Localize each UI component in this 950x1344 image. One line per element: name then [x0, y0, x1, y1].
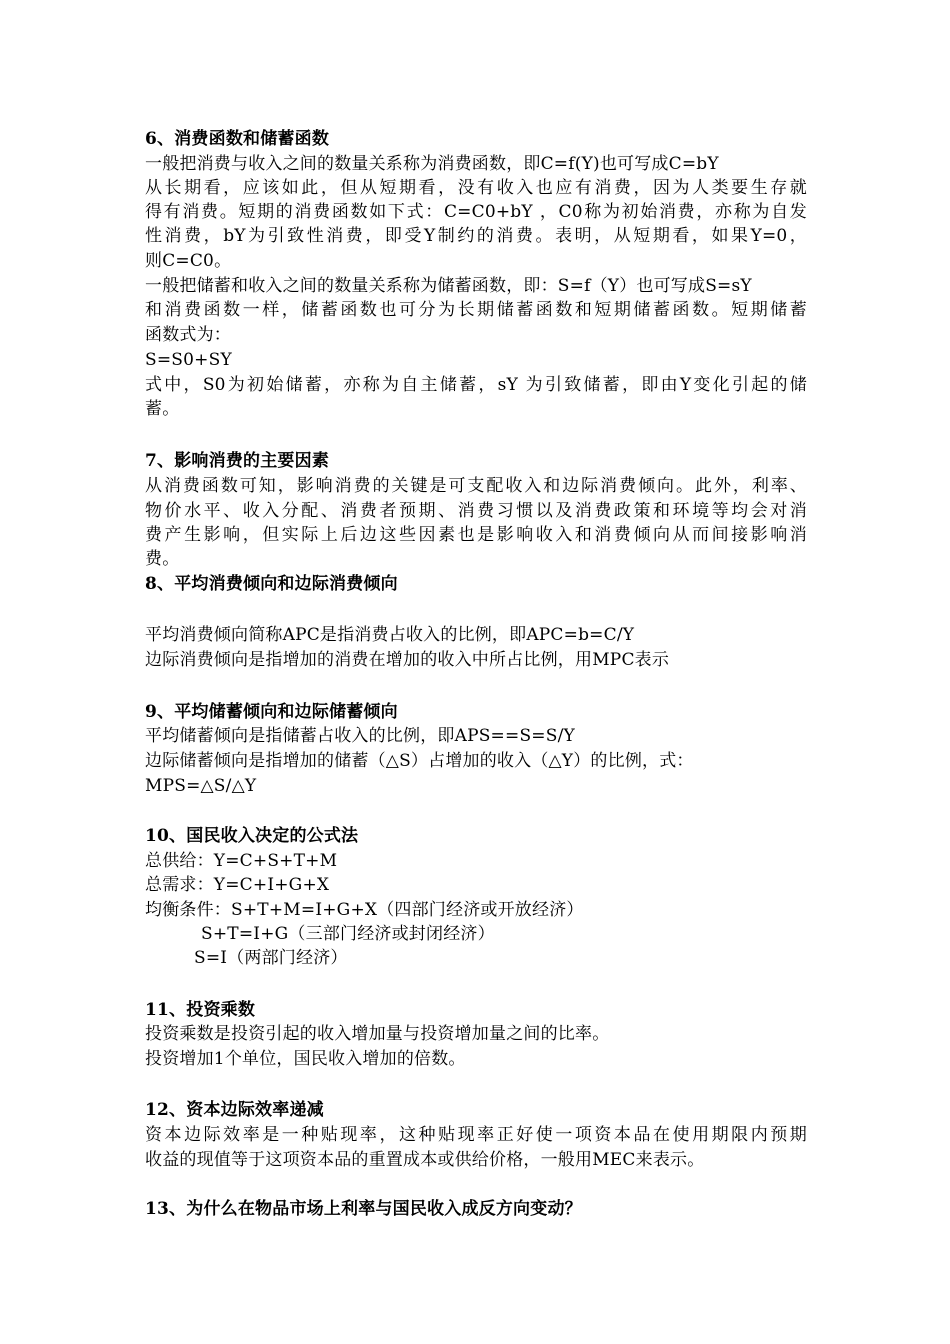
- section-12-line: 资本边际效率是一种贴现率，这种贴现率正好使一项资本品在使用期限内预期: [145, 1125, 807, 1145]
- section-7-heading: 7、影响消费的主要因素: [145, 451, 330, 471]
- section-11-heading: 11、投资乘数: [145, 1000, 256, 1020]
- section-6-line: 从长期看，应该如此，但从短期看，没有收入也应有消费，因为人类要生存就: [145, 178, 807, 198]
- section-6-line: 得有消费。短期的消费函数如下式：C=C0+bY ，C0称为初始消费，亦称为自发: [145, 202, 807, 222]
- section-7-line: 从消费函数可知，影响消费的关键是可支配收入和边际消费倾向。此外，利率、: [145, 476, 807, 496]
- section-10-line: 总供给：Y=C+S+T+M: [145, 851, 338, 871]
- section-6-heading: 6、消费函数和储蓄函数: [145, 129, 330, 149]
- section-12-line: 收益的现值等于这项资本品的重置成本或供给价格，一般用MEC来表示。: [145, 1150, 705, 1170]
- section-7-line: 费产生影响，但实际上后边这些因素也是影响收入和消费倾向从而间接影响消: [145, 525, 807, 545]
- section-10-line: S+T=I+G（三部门经济或封闭经济）: [201, 924, 495, 944]
- section-9-line: 边际储蓄倾向是指增加的储蓄（△S）占增加的收入（△Y）的比例，式：: [145, 751, 694, 771]
- section-10-line: 总需求：Y=C+I+G+X: [145, 875, 330, 895]
- section-6-line: 和消费函数一样，储蓄函数也可分为长期储蓄函数和短期储蓄函数。短期储蓄: [145, 300, 807, 320]
- section-8-line: 平均消费倾向简称APC是指消费占收入的比例，即APC=b=C/Y: [145, 625, 635, 645]
- section-12-heading: 12、资本边际效率递减: [145, 1100, 324, 1120]
- section-6-line: 蓄。: [145, 399, 180, 419]
- section-6-line: 则C=C0。: [145, 251, 232, 271]
- section-11-line: 投资乘数是投资引起的收入增加量与投资增加量之间的比率。: [145, 1024, 610, 1044]
- section-6-line: 一般把储蓄和收入之间的数量关系称为储蓄函数，即：S=f（Y）也可写成S=sY: [145, 276, 752, 296]
- section-10-line: 均衡条件：S+T+M=I+G+X（四部门经济或开放经济）: [145, 900, 584, 920]
- section-10-line: S=I（两部门经济）: [194, 948, 348, 968]
- section-6-line: 一般把消费与收入之间的数量关系称为消费函数，即C=f(Y)也可写成C=bY: [145, 154, 719, 174]
- section-6-formula: S=S0+SY: [145, 350, 232, 370]
- section-6-line: 式中，S0为初始储蓄，亦称为自主储蓄，sY 为引致储蓄，即由Y变化引起的储: [145, 375, 807, 395]
- section-9-line: 平均储蓄倾向是指储蓄占收入的比例，即APS==S=S/Y: [145, 726, 575, 746]
- section-8-line: 边际消费倾向是指增加的消费在增加的收入中所占比例，用MPC表示: [145, 650, 670, 670]
- section-6-line: 函数式为：: [145, 325, 231, 345]
- section-6-line: 性消费，bY为引致性消费，即受Y制约的消费。表明，从短期看，如果Y=0，: [145, 226, 807, 246]
- section-9-heading: 9、平均储蓄倾向和边际储蓄倾向: [145, 702, 398, 722]
- section-8-heading: 8、平均消费倾向和边际消费倾向: [145, 574, 398, 594]
- section-7-line: 费。: [145, 549, 180, 569]
- section-13-heading: 13、为什么在物品市场上利率与国民收入成反方向变动？: [145, 1199, 582, 1219]
- section-7-line: 物价水平、收入分配、消费者预期、消费习惯以及消费政策和环境等均会对消: [145, 501, 807, 521]
- section-11-line: 投资增加1个单位，国民收入增加的倍数。: [145, 1049, 466, 1069]
- section-9-formula: MPS=△S/△Y: [145, 776, 257, 796]
- section-10-heading: 10、国民收入决定的公式法: [145, 826, 359, 846]
